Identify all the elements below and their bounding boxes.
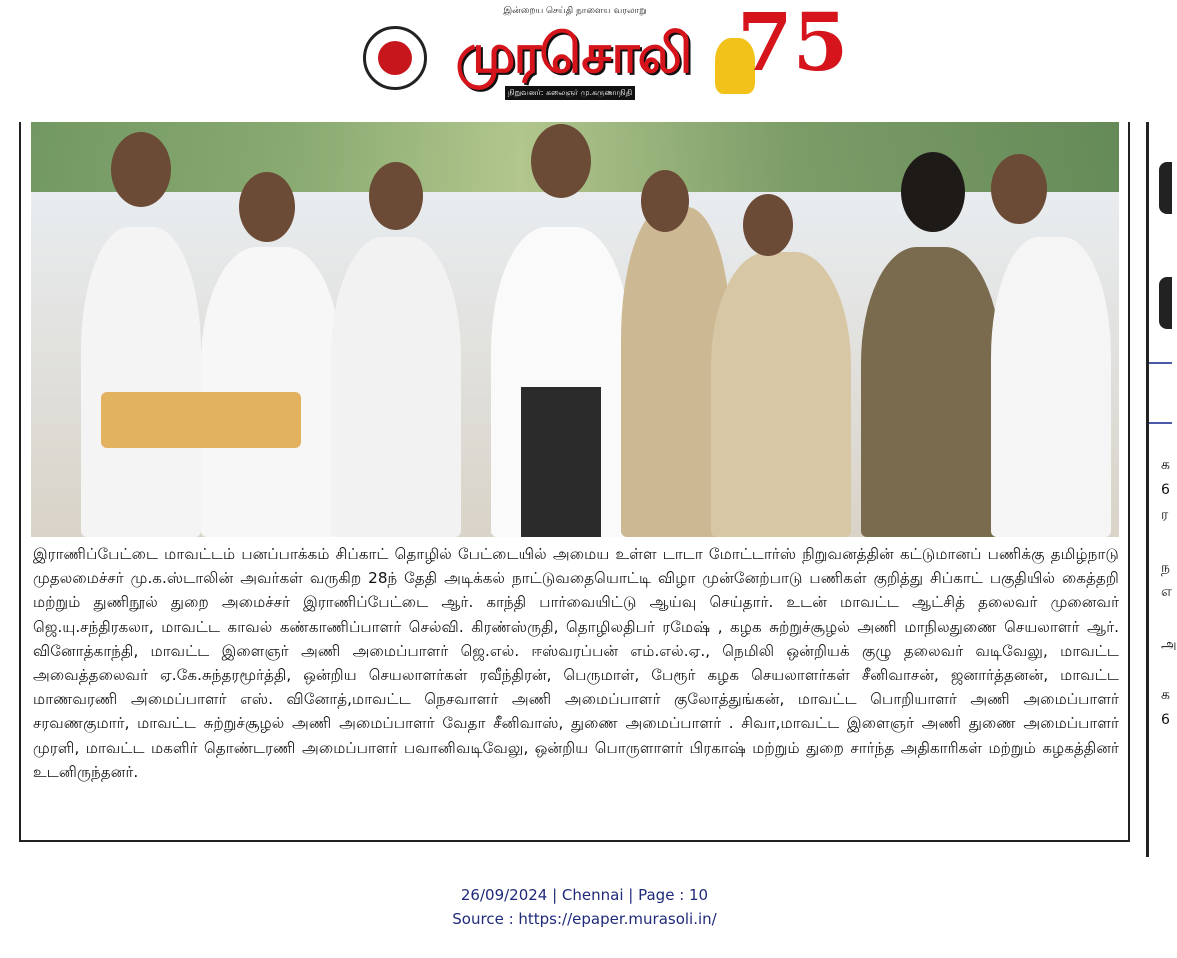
photo-person xyxy=(331,237,461,537)
adjacent-column xyxy=(1146,122,1177,857)
photo-rolled-document xyxy=(101,392,301,448)
photo-person xyxy=(861,247,1001,537)
photo-person xyxy=(81,227,201,537)
news-photo xyxy=(31,122,1119,537)
photo-person-head xyxy=(239,172,295,242)
anniversary-number: 75 xyxy=(737,0,849,89)
adjacent-text-fragment: க xyxy=(1161,687,1170,703)
adjacent-divider xyxy=(1149,422,1172,424)
adjacent-headline-glyph xyxy=(1159,162,1172,214)
adjacent-headline-glyph xyxy=(1159,277,1172,329)
adjacent-text-fragment: ந xyxy=(1161,560,1170,576)
photo-person-head xyxy=(369,162,423,230)
article-box xyxy=(19,122,1130,842)
adjacent-text-fragment: அ xyxy=(1161,637,1177,653)
photo-person-head xyxy=(991,154,1047,224)
photo-person-head xyxy=(111,132,171,207)
photo-person-head xyxy=(531,124,591,198)
photo-person-head xyxy=(743,194,793,256)
photo-person xyxy=(991,237,1111,537)
footer-date-line: 26/09/2024 | Chennai | Page : 10 xyxy=(460,886,709,904)
photo-caption: இராணிப்பேட்டை மாவட்டம் பனப்பாக்கம் சிப்காட் தொழில் பேட்டையில் அமைய உள்ள டாடா மோட்டார்ஸ் நிறுவனத்தின் கட்டுமானப் பணிக்கு தமிழ்நாடு முதலமைச்சர் மு.க.ஸ்டாலின் அவர்கள் வருகிற 28ந் தேதி அடிக்கல் நாட்டுவதையொட்டி விழா முன்னேற்பாடு பணிகள் குறித்து சிப்காட் பகுதியில் கைத்தறி மற்றும் துணிநூல் துறை அமைச்சர் இராணிப்பேட்டை ஆர். காந்தி பார்வையிட்டு ஆய்வு செய்தார். உடன் மாவட்ட ஆட்சித் தலைவர் முனைவர் ஜெ.யு.சந்திரகலா, மாவட்ட காவல் கண்காணிப்பாளர் செல்வி. கிரண்ஸ்ருதி, தொழிலதிபர் ரமேஷ் , கழக சுற்றுச்சூழல் அணி மாநிலதுணை செயலாளர் ஆர். வினோத்காந்தி, மாவட்ட இளைஞர் அணி அமைப்பாளர் ஜெ.எல். ஈஸ்வரப்பன் எம்.எல்.ஏ., நெமிலி ஒன்றியக் குழு தலைவர் வடிவேலு, மாவட்ட அவைத்தலைவர் ஏ.கே.சுந்தரமூர்த்தி, ஒன்றிய செயலாளர்கள் ரவீந்திரன், பெருமாள், பேரூர் கழக செயலாளர்கள் சீனிவாசன், ஜனார்த்தனன், மாவட்ட மாணவரணி அமைப்பாளர் எஸ். வினோத்,மாவட்ட நெசவாளர் அணி அமைப்பாளர் குலோத்துங்கன், மாவட்ட பொறியாளர் அணி அமைப்பாளர் சரவணகுமார், மாவட்ட சுற்றுச்சூழல் அணி அமைப்பாளர் வேதா சீனிவாஸ், துணை அமைப்பாளர் . சிவா,மாவட்ட இளைஞர் அணி துணை அமைப்பாளர் முரளி, மாவட்ட மகளிர் தொண்டரணி அமைப்பாளர் பவானிவடிவேலு, ஒன்றிய பொருளாளர் பிரகாஷ் மற்றும் துறை சார்ந்த அதிகாரிகள் மற்றும் கழகத்தினர் உடனிருந்தனர். xyxy=(33,545,1119,781)
adjacent-text-fragment: எ xyxy=(1161,584,1172,600)
anniversary-badge xyxy=(715,0,849,100)
footer-source-line: Source : https://epaper.murasoli.in/ xyxy=(452,910,717,928)
masthead xyxy=(355,0,849,104)
adjacent-text-fragment: 6 xyxy=(1161,482,1170,498)
photo-person-head xyxy=(641,170,689,232)
founder-strip: நிறுவனர்: கலைஞர் மு.கருணாநிதி xyxy=(505,86,635,100)
masthead-tagline: இன்றைய செய்தி நாளைய வரலாறு xyxy=(503,6,647,16)
adjacent-text-fragment: ர xyxy=(1161,507,1169,523)
adjacent-text-fragment: 6 xyxy=(1161,712,1170,728)
adjacent-divider xyxy=(1149,362,1172,364)
newspaper-logo: முரசொலி xyxy=(455,21,691,85)
photo-person-trousers xyxy=(521,387,601,537)
photo-police-officer xyxy=(711,252,851,537)
adjacent-text-fragment: க xyxy=(1161,457,1170,473)
party-emblem-icon xyxy=(363,26,427,90)
photo-person-head xyxy=(901,152,965,232)
